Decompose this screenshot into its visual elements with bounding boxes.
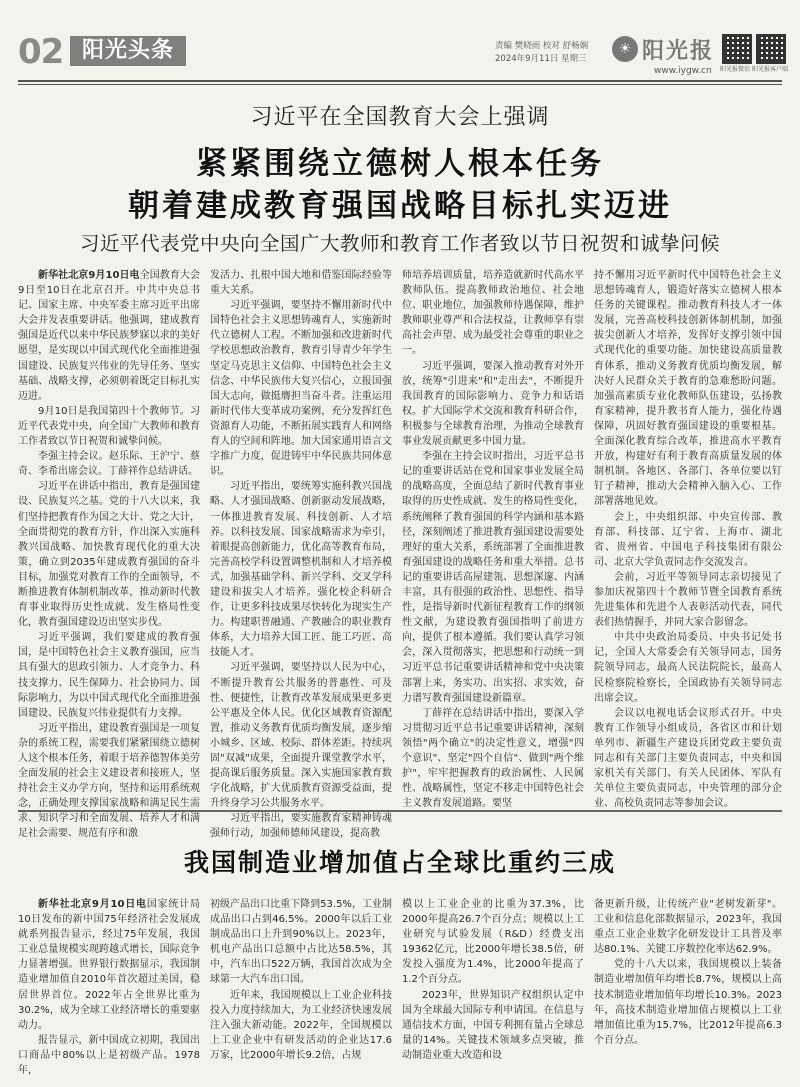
paragraph: 习近平强调，我们要建成的教育强国，是中国特色社会主义教育强国，应当具有强大的思政引领力、人才竞争力、科技支撑力、民生保障力、社会协同力、国际影响力，为以中国式现代化全面推进强国建设、民族复兴伟业提供有力支撑。 [18,632,200,719]
paragraph: 习近平指出，要统筹实施科教兴国战略、人才强国战略、创新驱动发展战略，一体推进教育发展、科技创新、人才培养。以科技发展、国家战略需求为牵引，着眼提高创新能力，优化高等教育布局，完善高校学科设置调整机制和人才培养模式，加强基础学科、新兴学科、交叉学科建设和拔尖人才培养。强化校企科研合作，让更多科技成果尽快转化为现实生产力。构建职普融通、产教融合的职业教育体系，大力培养大国工匠、能工巧匠、高技能人才。 [210,481,392,659]
paragraph: 模以上工业企业的比重为37.3%，比2000年提高26.7个百分点；规模以上工业研究与试验发展（R&D）经费支出19362亿元，比2000年增长38.5倍，研发投入强度为1.4%，比2000年提高了1.2个百分点。 [402,899,584,986]
issue-date: 2024年9月11日 星期三 [495,54,587,64]
website-url: www.iygw.cn [654,66,712,76]
paragraph: 丁薛祥在总结讲话中指出，要深入学习贯彻习近平总书记重要讲话精神，深刻领悟"两个确立"的决定性意义，增强"四个意识"、坚定"四个自信"、做到"两个维护"，牢牢把握教育的政治属性、人民属性、战略属性，坚定不移走中国特色社会主义教育发展道路。要坚 [402,707,584,810]
paragraph: 李强在主持会议时指出，习近平总书记的重要讲话站在党和国家事业发展全局的战略高度，全面总结了新时代教育事业取得的历史性成就、发生的格局性变化，系统阐释了教育强国的科学内涵和基本路径，深刻阐述了推进教育强国建设需要处理好的重大关系，系统部署了全面推进教育强国建设的战略任务和重大举措。总书记的重要讲话高屋建瓴、思想深邃、内涵丰富，具有很强的政治性、思想性、指导性，是指导新时代新征程教育工作的纲领性文献，为建设教育强国指明了前进方向，提供了根本遵循。我们要认真学习领会，深入贯彻落实，把思想和行动统一到习近平总书记重要讲话精神和党中央决策部署上来，务实功、出实招、求实效，奋力谱写教育强国建设新篇章。 [402,451,584,704]
paragraph: 习近平指出，要实施教育家精神铸魂强师行动，加强师德师风建设，提高教 [210,813,392,840]
newspaper-logo [612,36,732,66]
lead-column-1 [18,268,200,840]
paragraph: 会上，中央组织部、中央宣传部、教育部、科技部、辽宁省、上海市、湖北省、贵州省、中国电子科技集团有限公司、北京大学负责同志作交流发言。 [594,511,782,568]
paragraph: 党的十八大以来，我国规模以上装备制造业增加值年均增长8.7%，规模以上高技术制造业增加值年均增长10.3%。2023年，高技术制造业增加值占规模以上工业增加值比重为15.7%，比2012年提高6.3个百分点。 [594,959,782,1046]
section-divider [18,810,782,812]
paragraph: 习近平强调，要坚持以人民为中心，不断提升教育公共服务的普惠性、可及性、便捷性，让教育改革发展成果更多更公平惠及全体人民。优化区域教育资源配置，推动义务教育优质均衡发展，逐步缩小城乡、区域、校际、群体差距。持续巩固"双减"成果，全面提升课堂教学水平，提高课后服务质量。深入实施国家教育数字化战略，扩大优质教育资源受益面，提升终身学习公共服务水平。 [210,662,392,810]
paragraph: 李强主持会议。赵乐际、王沪宁、蔡奇、李希出席会议。丁薛祥作总结讲话。 [18,451,200,478]
page-number: 02 [18,32,64,72]
paragraph: 持不懈用习近平新时代中国特色社会主义思想铸魂育人，锻造好落实立德树人根本任务的关键课程。推动教育科技人才一体发展，完善高校科技创新体制机制，加强拔尖创新人才培养，发挥好支撑引领中国式现代化的重要功能。加快建设高质量教育体系，推动义务教育优质均衡发展，解决好人民群众关于教育的急难愁盼问题。加强高素质专业化教师队伍建设，弘扬教育家精神，提升教书育人能力，强化待遇保障，巩固好教育强国建设的重要根基。全面深化教育综合改革，推进高水平教育开放，构建好有利于教育高质量发展的体制机制。各地区、各部门、各单位要以钉钉子精神，推动大会精神入脑入心、工作部署落地见效。 [594,270,782,508]
paragraph: 中共中央政治局委员、中央书记处书记，全国人大常委会有关领导同志，国务院领导同志，最高人民法院院长，最高人民检察院检察长，全国政协有关领导同志出席会议。 [594,632,782,704]
paragraph: 发活力、扎根中国大地和借鉴国际经验等重大关系。 [210,270,392,297]
second-dateline: 新华社北京9月10日电 [38,899,147,910]
paragraph: 习近平在讲话中指出，教育是强国建设、民族复兴之基。党的十八大以来，我们坚持把教育作为国之大计、党之大计，全面贯彻党的教育方针，作出深入实施科教兴国战略、加快教育现代化的重大决策，确立到2035年建成教育强国的奋斗目标，加强党对教育工作的全面领导，不断推进教育体制机制改革，推动新时代教育事业取得历史性成就、发生格局性变化，教育强国建设迈出坚实步伐。 [18,481,200,629]
header-rule-thin [18,84,782,85]
second-column-2 [210,897,392,1083]
header-rule [18,80,782,82]
paragraph: 2023年，世界知识产权组织认定中国为全球最大国际专利申请国。在信息与通信技术方面，中国专利拥有量占全球总量的14%。关键技术领域多点突破，推动制造业重大改造和设 [402,989,584,1061]
paragraph: 会议以电视电话会议形式召开。中央教育工作领导小组成员，各省区市和计划单列市、新疆生产建设兵团党政主要负责同志和有关部门主要负责同志，中央和国家机关有关部门、有关人民团体、军队有关单位主要负责同志，中央管理的部分企业、高校负责同志等参加会议。 [594,707,782,810]
lead-column-4 [594,268,782,810]
paragraph: 近年来，我国规模以上工业企业科技投入力度持续加大，为工业经济快速发展注入强大新动能。2022年，全国规模以上工业企业中有研发活动的企业达17.6万家，比2000年增长9.2倍，占规 [210,989,392,1061]
second-column-4 [594,897,782,1083]
paragraph: 全国教育大会9日至10日在北京召开。中共中央总书记、国家主席、中央军委主席习近平出席大会并发表重要讲话。他强调，建成教育强国是近代以来中华民族梦寐以求的美好愿望，是实现以中国式现代化全面推进强国建设、民族复兴伟业的先导任务、坚实基础、战略支撑，必须朝着既定目标扎实迈进。 [18,270,200,402]
second-column-1 [18,897,200,1083]
lead-subheadline: 习近平代表党中央向全国广大教师和教育工作者致以节日祝贺和诚挚问候 [79,232,720,255]
wechat-qr-code [722,34,752,64]
lead-headline-line2: 朝着建成教育强国战略目标扎实迈进 [128,188,672,224]
lead-kicker: 习近平在全国教育大会上强调 [250,105,550,130]
paragraph: 习近平强调，要深入推动教育对外开放，统筹"引进来"和"走出去"，不断提升我国教育的国际影响力、竞争力和话语权。扩大国际学术交流和教育科研合作，积极参与全球教育治理，为推动全球教育事业发展贡献更多中国力量。 [402,360,584,448]
editors-line: 责编 樊晓雨 校对 舒畅娴 [495,41,589,51]
sun-logo-icon: ☀ [612,36,638,62]
paragraph: 国家统计局10日发布的新中国75年经济社会发展成就系列报告显示，经过75年发展，我国工业总量规模实现跨越式增长，国际竞争力显著增强。世界银行数据显示，我国制造业增加值自2010年首次超过美国，稳居世界首位。2022年占全世界比重为30.2%，成为全球工业经济增长的重要驱动力。 [18,899,201,1031]
lead-dateline: 新华社北京9月10日电 [38,270,140,281]
lead-column-3 [402,268,584,810]
paragraph: 9月10日是我国第四十个教师节。习近平代表党中央，向全国广大教师和教育工作者致以节日祝贺和诚挚问候。 [18,405,200,448]
paragraph: 习近平强调，要坚持不懈用新时代中国特色社会主义思想铸魂育人，实施新时代立德树人工程。不断加强和改进新时代学校思想政治教育，教育引导青少年学生坚定马克思主义信仰、中国特色社会主义信念、中华民族伟大复兴信心，立报国强国大志向，做挺膺担当奋斗者。注重运用新时代伟大变革成功案例，充分发挥红色资源育人功能，不断拓展实践育人和网络育人的空间和阵地。加大国家通用语言文字推广力度，促进铸牢中华民族共同体意识。 [210,300,392,478]
paragraph: 报告显示，新中国成立初期，我国出口商品中80%以上是初级产品。1978年， [18,1034,200,1077]
app-qr-code [756,34,786,64]
lead-headline-line1: 紧紧围绕立德树人根本任务 [196,146,604,182]
paragraph: 会前，习近平等领导同志亲切接见了参加庆祝第四十个教师节暨全国教育系统先进集体和先进个人表彰活动代表，同代表们热情握手，并同大家合影留念。 [594,571,782,629]
paragraph: 习近平指出，建设教育强国是一项复杂的系统工程，需要我们紧紧围绕立德树人这个根本任务，着眼于培养德智体美劳全面发展的社会主义建设者和接班人，坚持社会主义办学方向，坚持和运用系统观念，正确处理支撑国家战略和满足民生需求、知识学习和全面发展、培养人才和满足社会需要、规范有序和激 [18,722,200,840]
second-headline: 我国制造业增加值占全球比重约三成 [183,848,616,877]
section-title: 阳光头条 [70,36,186,66]
paragraph: 师培养培训质量，培养造就新时代高水平教师队伍。提高教师政治地位、社会地位、职业地位，加强教师待遇保障，维护教师职业尊严和合法权益，让教师享有崇高社会声望、成为最受社会尊重的职业之一。 [402,270,584,357]
logo-text: 阳光报 [642,38,715,64]
second-column-3 [402,897,584,1083]
qr-label-app: 阳光报客户端 [752,66,789,73]
qr-label-wechat: 阳光报微信 [720,66,751,73]
lead-column-2 [210,268,392,840]
paragraph: 初级产品出口比重下降到53.5%，工业制成品出口占到46.5%。2000年以后工业制成品出口上升到90%以上。2023年，机电产品出口总额中占比达58.5%，其中，汽车出口522万辆，我国首次成为全球第一大汽车出口国。 [210,899,392,986]
paragraph: 备更新升级，让传统产业"老树发新芽"。工业和信息化部数据显示，2023年，我国重点工业企业数字化研发设计工具普及率达80.1%、关键工序数控化率达62.9%。 [594,899,782,956]
page-header [0,0,800,76]
